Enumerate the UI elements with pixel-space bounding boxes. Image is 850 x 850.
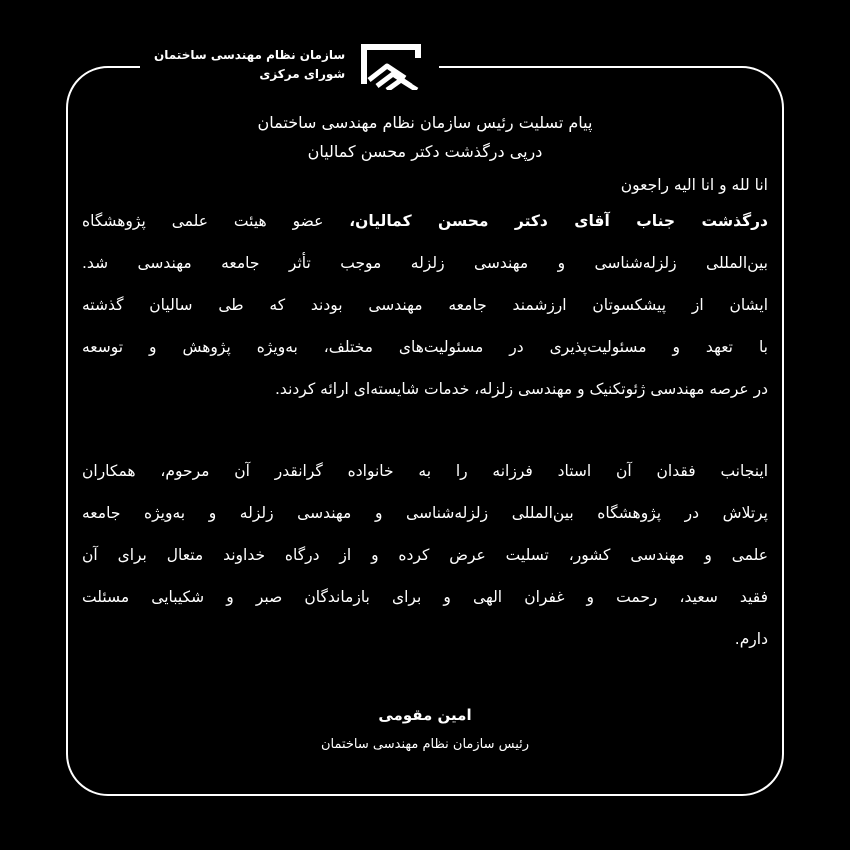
paragraph-1-line-2: بین‌المللی زلزله‌شناسی و مهندسی زلزله موجب تأثر جامعه مهندسی شد. — [82, 254, 768, 272]
paragraph-2-line-1: اینجانب فقدان آن استاد فرزانه را به خانواده گرانقدر آن مرحوم، همکاران — [82, 462, 768, 480]
paragraph-gap — [82, 410, 768, 450]
letter-content — [82, 108, 768, 660]
paragraph-1-line-5: در عرصه مهندسی ژئوتکنیک و مهندسی زلزله، خدمات شایسته‌ای ارائه کردند. — [275, 380, 768, 398]
signatory-name: امین مقومی — [378, 706, 472, 724]
paragraph-1-line-4: با تعهد و مسئولیت‌پذیری در مسئولیت‌های مختلف، به‌ویژه پژوهش و توسعه — [82, 338, 768, 356]
paragraph-2-line-3: علمی و مهندسی کشور، تسلیت عرض کرده و از درگاه خداوند متعال برای آن — [82, 546, 768, 564]
paragraph-1-line-1 — [82, 200, 768, 242]
building-roof-logo-icon — [357, 40, 425, 90]
title-line-2: درپی درگذشت دکتر محسن کمالیان — [307, 142, 543, 161]
paragraph-1-line-3: ایشان از پیشکسوتان ارزشمند جامعه مهندسی بودند که طی سالیان گذشته — [82, 296, 768, 314]
logo-org-name: سازمان نظام مهندسی ساختمان — [154, 48, 346, 62]
paragraph-2-line-4: فقید سعید، رحمت و غفران الهی و برای بازماندگان صبر و شکیبایی مسئلت — [82, 588, 768, 606]
signatory-role: رئیس سازمان نظام مهندسی ساختمان — [320, 737, 530, 752]
logo-text — [154, 46, 345, 84]
paragraph-1-line-1-rest: عضو هیئت علمی پژوهشگاه — [82, 212, 350, 230]
letter-title — [82, 108, 768, 166]
signature-block — [82, 700, 768, 760]
title-line-1: پیام تسلیت رئیس سازمان نظام مهندسی ساختمان — [257, 113, 593, 132]
intro-phrase: انا لله و انا الیه راجعون — [620, 176, 768, 194]
paragraph-2 — [82, 450, 768, 660]
organization-logo — [140, 34, 439, 96]
paragraph-2-line-5: دارم. — [734, 630, 768, 648]
paragraph-1 — [82, 200, 768, 410]
deceased-name-bold: درگذشت جناب آقای دکتر محسن کمالیان، — [349, 212, 768, 230]
logo-council-name: شورای مرکزی — [259, 67, 346, 81]
paragraph-2-line-2: پرتلاش در پژوهشگاه بین‌المللی زلزله‌شناسی و مهندسی زلزله و به‌ویژه جامعه — [82, 504, 768, 522]
